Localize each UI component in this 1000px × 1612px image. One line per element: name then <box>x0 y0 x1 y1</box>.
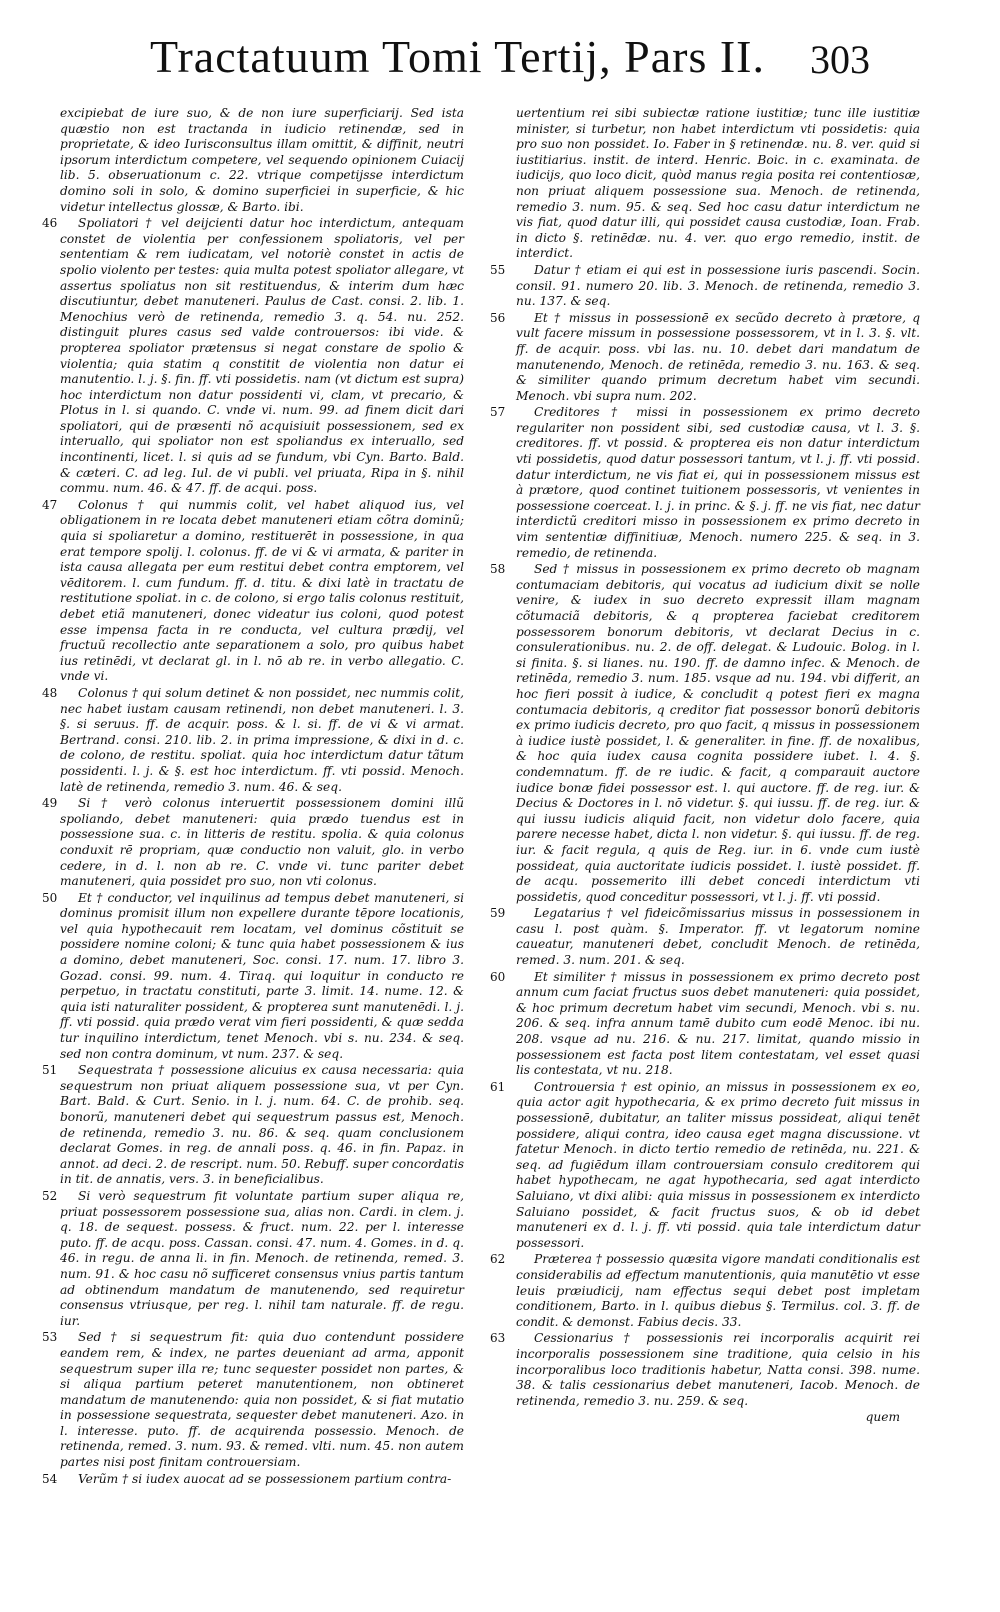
paragraph <box>490 1331 920 1409</box>
paragraph-text: Si verò sequestrum fit voluntate partium super aliqua re, priuat possessorem possessione sua, alias non. Cardi. in clem. j. q. 18. de sequest. possess. & fruct. num. 22. per l. interesse puto. ff. de acqu. poss. Cassan. consi. 47. num. 4. Gomes. in d. q. 46. in regu. de anna li. in fin. Menoch. de retinenda, remed. 3. num. 91. & hoc casu nõ sufficeret consensus vnius partis tantum ad obtinendum mandatum de manutenendo, sed requiretur consensus vtriusque, per reg. l. nihil tam naturale. ff. de regu. iur. <box>60 1188 464 1328</box>
paragraph-text: Et † conductor, vel inquilinus ad tempus debet manuteneri, si dominus promisit illum non expellere durante tēpore locationis, vel quia hypothecauit rem locatam, vel dominus cõstituit se possidere nomine coloni; & tunc quia habet possessionem & ius a domino, debet manuteneri, Soc. consi. 17. num. 17. libro 3. Gozad. consi. 99. num. 4. Tiraq. qui loquitur in conducto re perpetuo, in tractatu constituti, parte 3. limit. 14. nume. 12. & quia isti naturaliter possident, & propterea sunt manutenēdi. l. j. ff. vti possid. quia prædo verat vim fieri possidenti, & quæ sedda tur inquilino interdictum, tenet Menoch. vbi s. nu. 234. & seq. sed non contra dominum, vt num. 237. & seq. <box>60 890 464 1061</box>
margin-number: 58 <box>490 562 506 577</box>
paragraph <box>490 906 920 968</box>
paragraph-text: Controuersia † est opinio, an missus in possessionem ex eo, quia actor agit hypothecaria, & ex primo decreto fuit missus in possessionē, dubitatur, an taliter missus possideat, aliqui tenēt possidere, aliqui contra, ideo causa eget magna discussione. vt fatetur Menoch. in dicto tertio remedio de retinēda, nu. 221. & seq. ad fugiēdum illam controuersiam consulo creditorem qui habet hypothecam, ne agat hypothecaria, sed agat interdicto Saluiano, vt dixi alibi: quia missus in possessionem ex interdicto Saluiano possidet, & facit fructus suos, & ob id debet manuteneri ex d. l. j. ff. vti possid. quia tale interdictum datur possessori. <box>516 1079 920 1250</box>
margin-number: 60 <box>490 969 506 984</box>
paragraph-text: Et similiter † missus in possessionem ex primo decreto post annum cum faciat fructus suos debet manuteneri: quia possidet, & hoc primum decretum habet vim secundi, Menoch. vbi s. nu. 206. & seq. infra annum tamē dubito cum eodē Menoc. ibi nu. 208. vsque ad nu. 216. & nu. 217. limitat, quando missio in possessionem est facta post litem contestatam, vel esset quasi lis contestata, vt nu. 218. <box>516 969 920 1078</box>
paragraph-text: Creditores † missi in possessionem ex primo decreto regulariter non possident sibi, sed custodiæ causa, vt l. 3. §. creditores. ff. vt possid. & propterea eis non datur interdictum vti possidetis, quod datur possessori tantum, vt l. j. ff. vti possid. datur interdictum, ne vis fiat ei, qui in possessionem missus est à prætore, quod continet tuitionem possessoris, vt venientes in possessione coerceat. l. j. in princ. & §. j. ff. ne vis fiat, nec datur interdictũ creditori misso in possessionem ex primo decreto in vim sententiæ diffinitiuæ, Menoch. numero 225. & seq. in 3. remedio, de retinenda. <box>516 405 920 560</box>
paragraph-text: Datur † etiam ei qui est in possessione iuris pascendi. Socin. consil. 91. numero 20. lib. 3. Menoch. de retinenda, remedio 3. nu. 137. & seq. <box>516 262 920 309</box>
paragraph-text: Præterea † possessio quæsita vigore mandati conditionalis est considerabilis ad effectum manutentionis, quia manutētio vt esse leuis præiudicij, nam effectus sequi debet post impletam conditionem, Barto. in l. quibus diebus §. Termilus. col. 3. ff. de condit. & demonst. Fabius decis. 33. <box>516 1252 921 1329</box>
paragraph-text: Et † missus in possessionē ex secũdo decreto à prætore, q vult facere missum in possessione possessorem, vt in l. 3. §. vlt. ff. de acquir. poss. vbi las. nu. 10. debet dari mandatum de manutenendo, Menoch. de retinēda, remedio 3. nu. 163. & seq. & similiter quando primum decretum habet vim secundi. Menoch. vbi supra num. 202. <box>516 310 920 403</box>
paragraph <box>490 969 920 1079</box>
paragraph <box>490 310 920 405</box>
right-text-column <box>490 106 921 1426</box>
paragraph <box>42 1471 464 1488</box>
margin-number: 62 <box>490 1252 506 1267</box>
page-number: 303 <box>810 37 870 82</box>
paragraph <box>42 216 464 497</box>
paragraph <box>516 106 920 262</box>
paragraph <box>490 1079 920 1252</box>
paragraph-text: Cessionarius † possessionis rei incorporalis acquirit rei incorporalis possessionem sine traditione, quia celsio in his incorporalibus loco traditionis habetur, Natta consi. 398. nume. 38. & talis cessionarius debet manuteneri, Iacob. Menoch. de retinenda, remedio 3. nu. 259. & seq. <box>516 1331 920 1408</box>
paragraph-text: Sed † missus in possessionem ex primo decreto ob magnam contumaciam debitoris, qui vocatus ad iudicium dixit se nolle venire, & iudex in suo decreto expressit illam magnam cõtumaciã debitoris, & q propterea faciebat creditorem possessorem bonorum debitoris, vt declarat Decius in c. consulerationibus. nu. 2. de off. delegat. & Ludouic. Bolog. in l. si finita. §. si lianes. nu. 190. ff. de damno infec. & Menoch. de retinēda, remedio 3. num. 185. vsque ad nu. 194. vbi differit, an hoc fieri possit à iudice, & concludit q potest fieri ex magna contumacia debitoris, q creditor fiat possessor bonorũ debitoris ex primo iudicis decreto, pro quo facit, q missus in possessionem à iudice iustè possidet, l. & generaliter. in fine. ff. de noxalibus, & hoc quia iudex causa cognita possidere iubet. l. 4. §. condemnatum. ff. de re iudic. & facit, q comparauit auctore iudice bonæ fidei possessor est. l. qui auctore. ff. de reg. iur. & Decius & Doctores in l. nō videtur. §. qui iussu. ff. de reg. iur. & qui iussu iudicis aliquid facit, non videtur dolo facere, quia parere necesse habet, dicta l. non videtur. §. qui iussu. ff. de reg. iur. & facit regula, q quis de Reg. iur. in 6. vnde cum iustè possideat, quia auctoritate iudicis possidet. l. iustè possidet. ff. de acqu. possemerito illi debet concedi interdictum vti possidetis, quod conceditur possessori, vt l. j. ff. vti possid. <box>516 562 920 904</box>
paragraph-text: Sequestrata † possessione alicuius ex causa necessaria: quia sequestrum non priuat aliquem possessione sua, vt per Cyn. Bart. Bald. & Curt. Senio. in l. j. num. 64. C. de prohib. seq. bonorũ, manuteneri debet qui sequestrum passus est, Menoch. de retinenda, remedio 3. nu. 86. & seq. quam conclusionem declarat Gomes. in reg. de annali poss. q. 46. in fin. Papaz. in annot. ad deci. 2. de rescript. num. 50. Rebuff. super concordatis in tit. de annatis, vers. 3. in beneficialibus. <box>60 1063 464 1187</box>
paragraph <box>42 890 464 1063</box>
paragraph-text: excipiebat de iure suo, & de non iure superficiarij. Sed ista quæstio non est tractanda in iudicio retinendæ, sed in proprietate, & ideo Iurisconsultus illam omittit, & diffinit, neutri ipsorum interdictum competere, vel sequendo opinionem Cuiacij lib. 5. obseruationum c. 22. vtrique competijsse interdictum domino soli in solo, & domino superficiei in superficie, & hic videtur intellectus glossæ, & Barto. ibi. <box>60 106 464 214</box>
paragraph-text: uertentium rei sibi subiectæ ratione iustitiæ; tunc ille iustitiæ minister, si turbetur, non habet interdictum vti possidetis: quia pro suo non possidet. Io. Faber in § retinendæ. nu. 8. ver. quid si iustitiarius. instit. de interd. Henric. Boic. in c. examinata. de iudicijs, quo loco dicit, quòd manus regia posita rei contentiosæ, non priuat aliquem possessione sua. Menoch. de retinenda, remedio 3. num. 95. & seq. Sed hoc casu datur interdictum ne vis fiat, quod datur illi, qui possidet causa custodiæ, Ioan. Frab. in dicto §. retinēdæ. nu. 4. ver. quo ergo remedio, instit. de interdict. <box>516 106 920 261</box>
paragraph-text: Colonus † qui solum detinet & non possidet, nec nummis colit, nec habet iustam causam retinendi, non debet manuteneri. l. 3. §. si seruus. ff. de acquir. poss. & l. si. ff. de vi & vi armat. Bertrand. consi. 210. lib. 2. in prima impressione, & dixi in d. c. de colono, de restitu. spoliat. quia hoc interdictum datur tãtum possidenti. l. j. & §. est hoc interdictum. ff. vti possid. Menoch. latè de retinenda, remedio 3. num. 46. & seq. <box>60 685 464 794</box>
paragraph-text: Legatarius † vel fideicõmissarius missus in possessionem in casu l. post quàm. §. Imperator. ff. vt legatorum nomine caueatur, manuteneri debet, concludit Menoch. de retinēda, remed. 3. num. 201. & seq. <box>516 906 920 968</box>
margin-number: 46 <box>42 216 58 231</box>
paragraph-text: Sed † si sequestrum fit: quia duo contendunt possidere eandem rem, & index, ne partes deueniant ad arma, apponit sequestrum super illa re; tunc sequester possidet non partes, & si aliqua partium peteret manutentionem, non obtineret mandatum de manutenendo: quia non possidet, & si fiat mutatio in possessione sequestrata, sequester debet manuteneri. Azo. in l. interesse. puto. ff. de acquirenda possessio. Menoch. de retinenda, remed. 3. num. 93. & remed. vlti. num. 45. non autem partes nisi post finitam controuersiam. <box>60 1330 464 1470</box>
paragraph-text: Spoliatori † vel deijcienti datur hoc interdictum, antequam constet de violentia per confessionem spoliatoris, vel per sententiam & rem iudicatam, vel notoriè constet in actis de spolio violento per testes: quia multa potest spoliator allegare, vt assertus spoliatus non sit restituendus, & interim dum hæc discutiuntur, debet manuteneri. Paulus de Cast. consi. 2. lib. 1. Menochius verò de retinenda, remedio 3. q. 54. nu. 252. distinguit plures casus sed valde controuersos: ibi vide. & propterea spoliator prætensus si negat constare de spolio & violentia; quia statim q constitit de violentia non datur ei manutentio. l. j. §. fin. ff. vti possidetis. nam (vt dictum est supra) hoc interdictum non datur possidenti vi, clam, vt precario, & Plotus in l. si quando. C. vnde vi. num. 99. ad finem dicit dari spoliatori, qui de præsenti nõ acquisiuit possessionem, sed ex interuallo, qui spoliator non est spoliandus ex interuallo, sed incontinenti, licet. l. si quis ad se fundum, vbi Cyn. Barto. Bald. & cæteri. C. ad leg. Iul. de vi publi. vel priuata, Ripa in §. nihil commu. num. 46. & 47. ff. de acqui. poss. <box>60 216 464 496</box>
margin-number: 53 <box>42 1330 58 1345</box>
paragraph <box>60 106 464 215</box>
left-text-column <box>42 106 464 1488</box>
margin-number: 51 <box>42 1063 58 1078</box>
margin-number: 61 <box>490 1079 506 1094</box>
margin-number: 55 <box>490 262 506 277</box>
running-title: Tractatuum Tomi Tertij, Pars II. <box>150 31 765 82</box>
margin-number: 52 <box>42 1188 58 1203</box>
paragraph <box>42 685 464 795</box>
paragraph <box>42 497 464 685</box>
paragraph <box>490 1252 921 1330</box>
paragraph-text: Colonus † qui nummis colit, vel habet aliquod ius, vel obligationem in re locata debet manuteneri etiam cõtra dominũ; quia si spoliaretur a domino, restituerēt in possessione, in qua erat tempore spolij. l. colonus. ff. de vi & vi armata, & pariter in ista causa allegata per eum restitui debet contra emptorem, vel vēditorem. l. cum fundum. ff. d. titu. & dixi latè in tractatu de restitutione spoliat. in c. de colono, si ergo talis colonus restituit, debet etiã manuteneri, donec videatur ius coloni, quod potest esse impensa facta in re conducta, vel cultura prædij, vel fructuũ recollectio ante separationem a solo, pro quibus habet ius retinēdi, vt declarat gl. in l. nō ab re. in verbo allegatio. C. vnde vi. <box>60 497 464 684</box>
margin-number: 47 <box>42 497 58 512</box>
margin-number: 48 <box>42 685 58 700</box>
catchword: quem <box>865 1410 900 1425</box>
margin-number: 50 <box>42 890 58 905</box>
paragraph <box>490 562 920 905</box>
paragraph <box>42 1188 464 1329</box>
paragraph <box>42 1063 464 1188</box>
margin-number: 59 <box>490 906 506 921</box>
margin-number: 63 <box>490 1331 506 1346</box>
paragraph-text: Verũm † si iudex auocat ad se possessionem partium contra- <box>78 1471 452 1486</box>
paragraph <box>42 1330 464 1470</box>
paragraph <box>42 796 464 890</box>
paragraph <box>490 405 920 561</box>
paragraph <box>490 262 920 310</box>
margin-number: 54 <box>42 1471 58 1486</box>
margin-number: 49 <box>42 796 58 811</box>
margin-number: 56 <box>490 310 506 325</box>
paragraph-text: Si † verò colonus interuertit possessionem domini illũ spoliando, debet manuteneri: quia prædo tuendus est in possessione sua. c. in litteris de restitu. spolia. & quia colonus conduxit rē propriam, quæ conductio non valuit, glo. in verbo cedere, in d. l. non ab re. C. vnde vi. tunc pariter debet manuteneri, quia possidet pro suo, non vti colonus. <box>60 796 464 889</box>
margin-number: 57 <box>490 405 506 420</box>
